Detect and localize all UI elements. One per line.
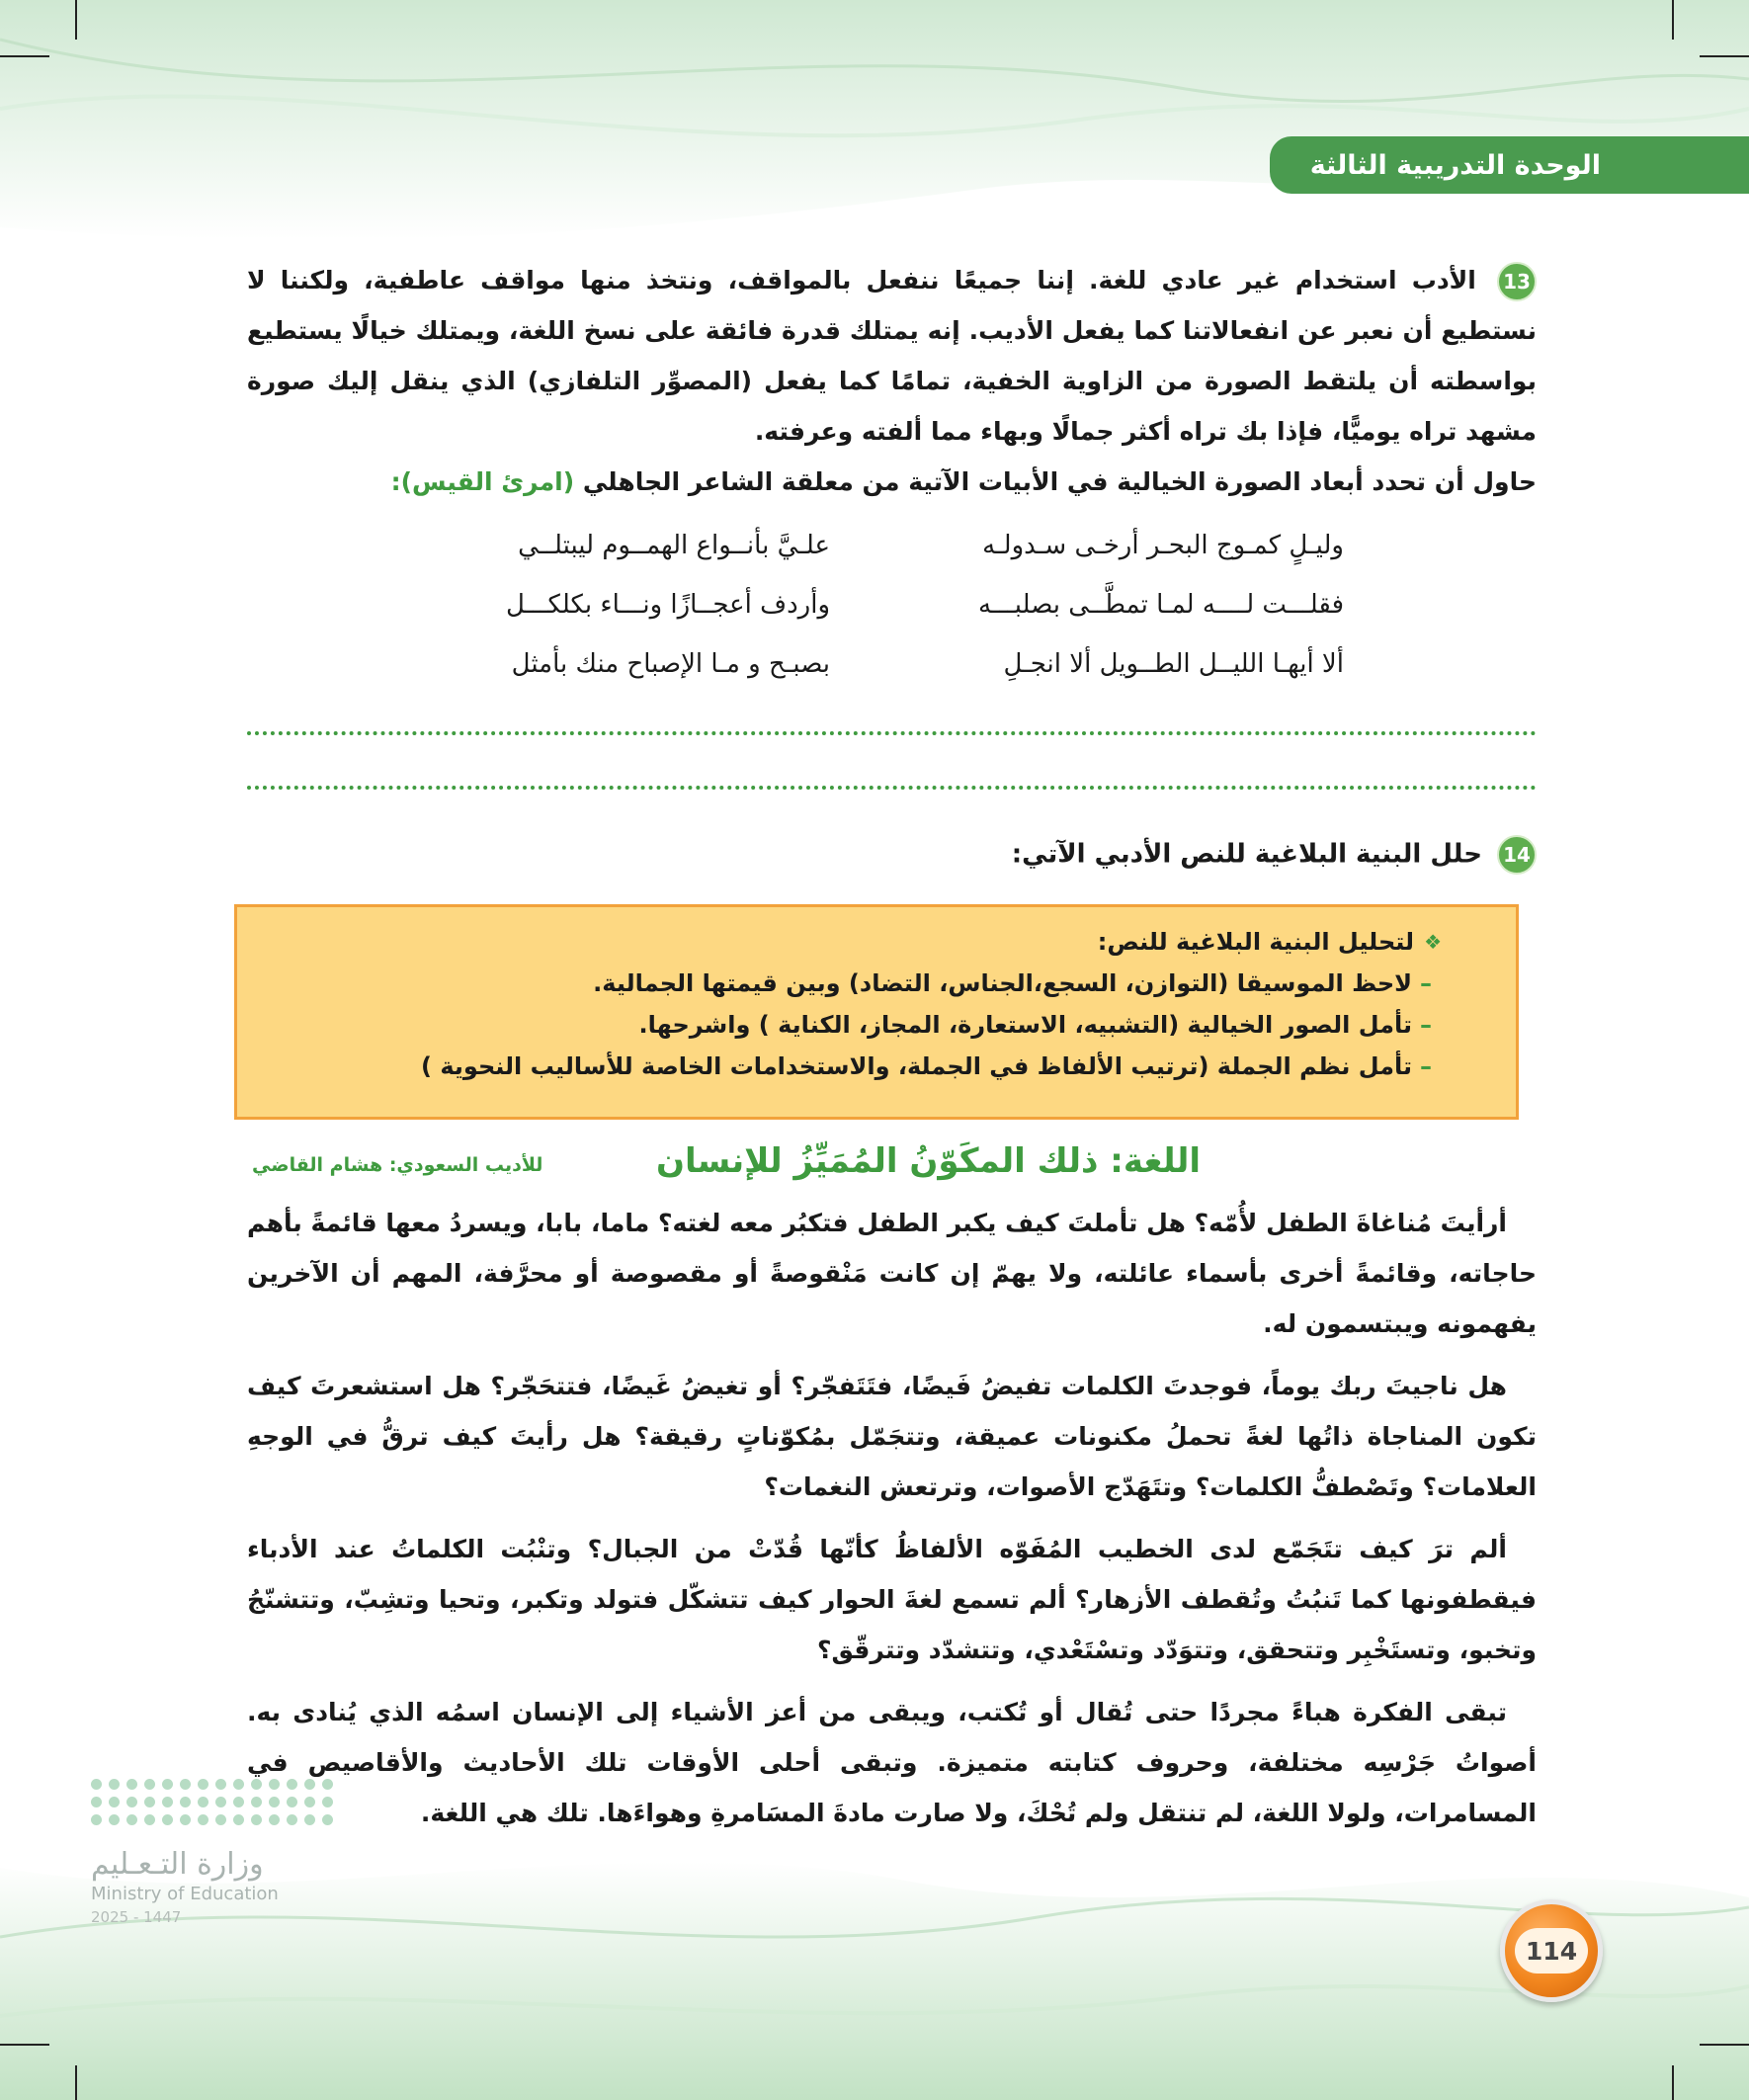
analysis-tips-box [234,904,1519,1120]
ministry-dots-logo-icon [91,1779,348,1825]
question-number-badge: 13 [1497,262,1537,301]
page-number-badge [1500,1899,1603,2002]
verse-row [415,575,1344,634]
edition-year: 2025 - 1447 [91,1908,182,1926]
verse-sadr: فقلـــت لــــه لمـا تمطَّــى بصلبـــه [978,590,1344,620]
tip-text: لاحظ الموسيقا (التوازن، السجع،الجناس، التضاد) وبين قيمتها الجمالية. [593,969,1412,997]
question-14 [247,835,1537,875]
unit-title-tab [1270,136,1749,194]
ministry-name-ar: وزارة التـعـليم [91,1847,264,1882]
verse-sadr: وليـلٍ كمـوج البحـر أرخـى سـدولـه [982,531,1344,560]
question-number-badge: 14 [1497,835,1537,875]
prompt-text: حاول أن تحدد أبعاد الصورة الخيالية في الأبيات الآتية من معلقة الشاعر الجاهلي [582,467,1537,496]
page-number: 114 [1515,1928,1588,1974]
answer-line[interactable] [247,731,1537,735]
poet-name: (امرئ القيس): [390,467,575,496]
question-13-prompt [247,457,1537,507]
poem-verses [415,516,1344,694]
verse-row [415,516,1344,575]
article-paragraph: أرأيتَ مُناغاةَ الطفل لأُمّه؟ هل تأملتَ كيف يكبر الطفل فتكبُر معه لغته؟ ماما، بابا، ويسردُ معها قائمةً بأهم حاجاته، وقائمةً أخرى بأسماء عائلته، ولا يهمّ إن كانت مَنْقوصةً أو مقصوصة أو محرَّفة، المهم أن الآخرين يفهمونه ويبتسمون له. [247,1209,1537,1338]
ministry-name-en: Ministry of Education [91,1884,279,1904]
tip-item [257,1046,1432,1087]
article-body [247,1198,1537,1850]
verse-sadr: ألا أيهـا الليــل الطــويل ألا انجـلِ [1003,649,1344,679]
tip-item [257,1004,1432,1046]
question-13-body: الأدب استخدام غير عادي للغة. إننا جميعًا ننفعل بالمواقف، ونتخذ منها مواقف عاطفية، ولكننا لا نستطيع أن نعبر عن انفعالاتنا كما يفعل الأديب. إنه يمتلك قدرة فائقة على نسخ اللغة، ويمتلك خيالًا يستطيع بواسطته أن يلتقط الصورة من الزاوية الخفية، تمامًا كما يفعل (المصوِّر التلفازي) الذي ينقل إليك صورة مشهد تراه يوميًّا، فإذا بك تراه أكثر جمالًا وبهاء مما ألفته وعرفته. [247,266,1537,446]
verse-row [415,634,1344,694]
article-paragraph: هل ناجيتَ ربك يوماً، فوجدتَ الكلمات تفيضُ فَيضًا، فتَتَفجّر؟ أو تغيضُ غَيضًا، فتتحَجّر؟ هل استشعرتَ كيف تكون المناجاة ذاتُها لغةً تحملُ مكنونات عميقة، وتتجَمّل بمُكوّناتٍ رقيقة؟ هل رأيتَ كيف ترقُّ في الوجهِ العلامات؟ وتَصْطفُّ الكلمات؟ وتتَهَدّج الأصوات، وترتعش النغمات؟ [247,1372,1537,1501]
verse-ajuz: وأردف أعجــازًا ونـــاء بكلكـــل [505,590,830,620]
tips-heading [257,921,1442,963]
article-paragraph: ألم ترَ كيف تتَجَمّع لدى الخطيب المُفَوّه الألفاظُ كأنّها قُدّتْ من الجبال؟ وتنْبُت الكلماتُ عند الأدباء فيقطفونها كما تَنبُتُ وتُقطف الأزهار؟ ألم تسمع لغةَ الحوار كيف تتشكّل فتولد وتكبر، وتحيا وتشِبّ، وتتشنّجُ وتخبو، وتستَخْبِر وتتحقق، وتتوَدّد وتسْتَعْدي، وتتشدّد وتترقّق؟ [247,1535,1537,1664]
tip-text: تأمل الصور الخيالية (التشبيه، الاستعارة، المجاز، الكناية ) واشرحها. [638,1011,1412,1039]
answer-line[interactable] [247,786,1537,790]
ministry-logo [91,1779,348,1926]
question-14-prompt: حلل البنية البلاغية للنص الأدبي الآتي: [1011,839,1482,870]
article-title: اللغة: ذلك المكَوّنُ المُمَيِّزُ للإنسان [655,1141,1201,1181]
question-13 [247,255,1537,507]
verse-ajuz: علـيَّ بأنــواع الهمــوم ليبتلــي [518,531,830,560]
unit-title: الوحدة التدريبية الثالثة [1309,149,1601,181]
tips-title: لتحليل البنية البلاغية للنص: [1097,928,1415,956]
tip-item [257,963,1432,1004]
verse-ajuz: بصبـح و مـا الإصباح منك بأمثل [511,649,830,679]
article-author: للأديب السعودي: هشام القاضي [252,1154,543,1176]
question-13-text [247,255,1537,457]
dash-bullet: – [1420,1011,1432,1039]
tip-text: تأمل نظم الجملة (ترتيب الألفاظ في الجملة، والاستخدامات الخاصة للأساليب النحوية ) [421,1052,1412,1080]
dash-bullet: – [1420,969,1432,997]
article-paragraph: تبقى الفكرة هباءً مجردًا حتى تُقال أو تُكتب، ويبقى من أعز الأشياء إلى الإنسان اسمُه الذي يُنادى به. أصواتُ جَرْسِه مختلفة، وحروف كتابته متميزة. وتبقى أحلى الأوقات تلك الأحاديث والأقاصيص في المسامرات، ولولا اللغة، لم تنتقل ولم تُحْكَ، ولا صارت مادةَ المسَامرةِ وهواءَها. تلك هي اللغة. [247,1698,1537,1827]
diamond-bullet-icon: ❖ [1424,930,1442,954]
dash-bullet: – [1420,1052,1432,1080]
